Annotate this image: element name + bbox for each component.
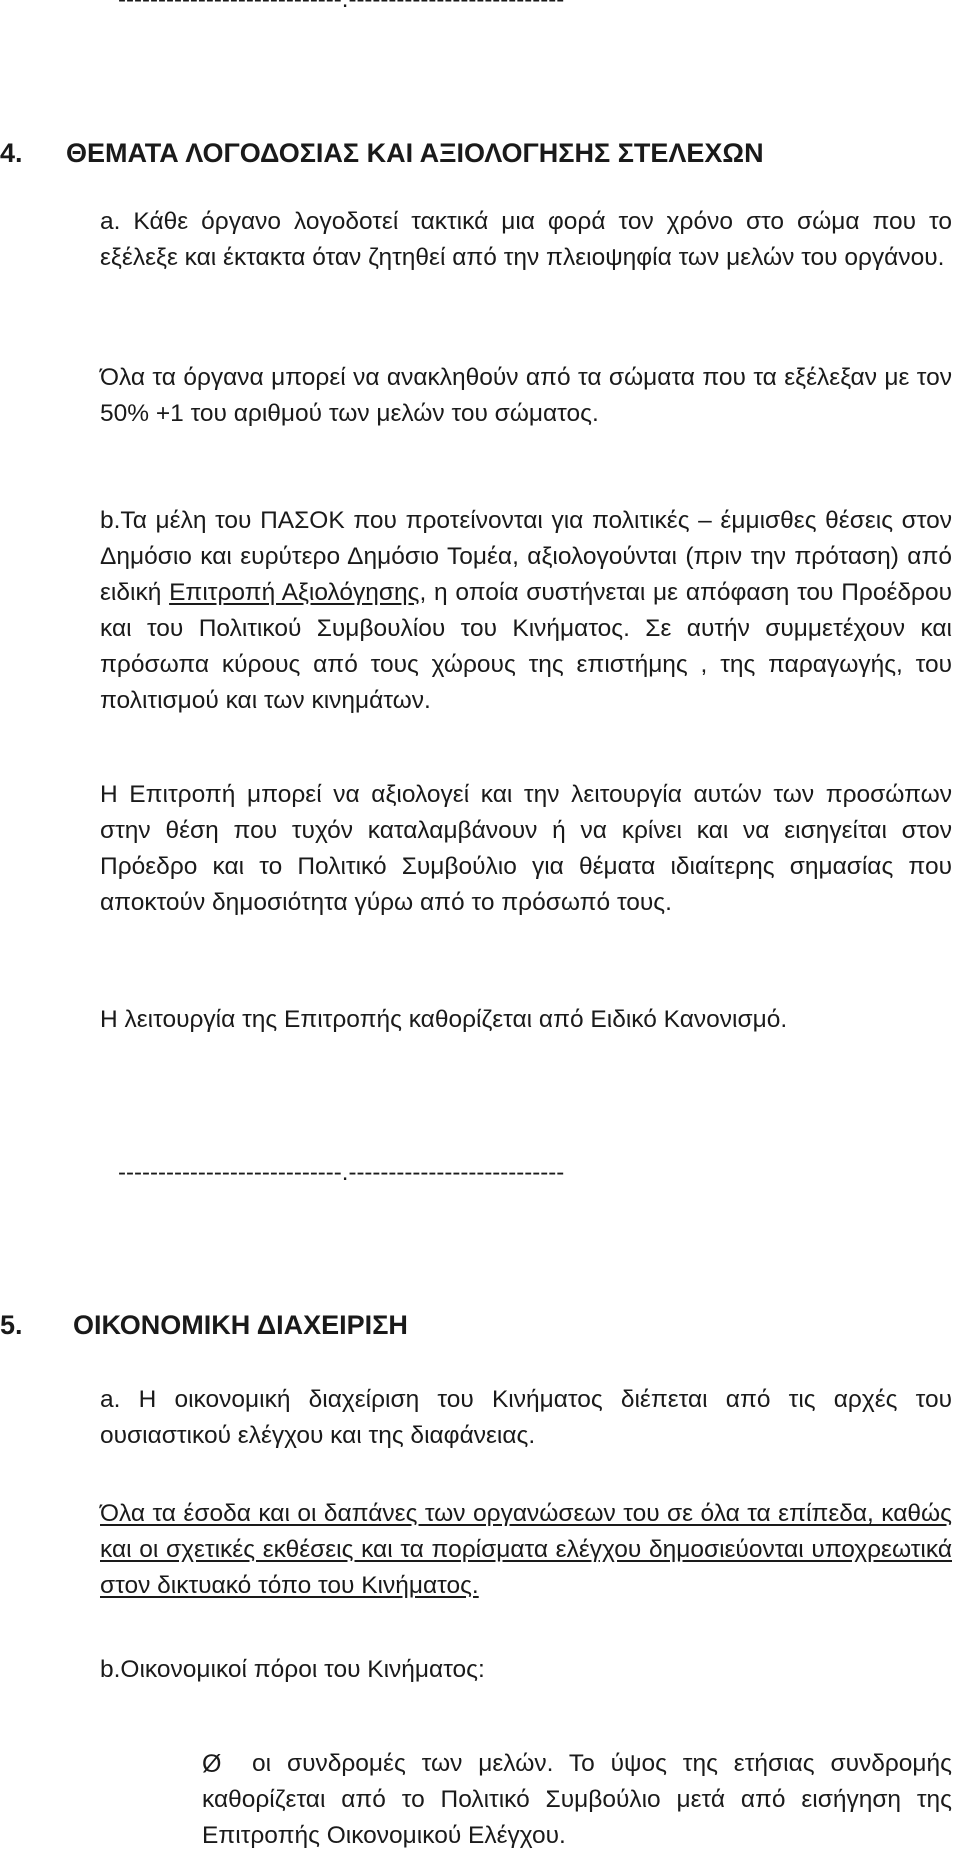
section-4-para-b	[100, 503, 952, 719]
section-4-heading	[0, 138, 764, 169]
section-5-para-b: b.Οικονομικοί πόροι του Κινήματος:	[100, 1656, 485, 1683]
section-4-para-recall: Όλα τα όργανα μπορεί να ανακληθούν από τα σώματα που τα εξέλεξαν με τον 50% +1 του αριθμού των μελών του σώματος.	[100, 364, 952, 427]
section-5-title: ΟΙΚΟΝΟΜΙΚΗ ΔΙΑΧΕΙΡΙΣΗ	[73, 1310, 408, 1340]
section-5-number: 5.	[0, 1310, 23, 1340]
bullet-arrow-icon: Ø	[202, 1750, 222, 1778]
section-4-para-committee: Η Επιτροπή μπορεί να αξιολογεί και την λειτουργία αυτών των προσώπων στην θέση που τυχόν καταλαμβάνουν ή να κρίνει και να εισηγείται στον Πρόεδρο και το Πολιτικό Συμβούλιο για θέματα ιδιαίτερης σημασίας που αποκτούν δημοσιότητα γύρω από το πρόσωπό τους.	[100, 781, 952, 916]
section-4-title: ΘΕΜΑΤΑ ΛΟΓΟΔΟΣΙΑΣ ΚΑΙ ΑΞΙΟΛΟΓΗΣΗΣ ΣΤΕΛΕΧΩΝ	[66, 138, 764, 168]
section-4-para-a: a. Κάθε όργανο λογοδοτεί τακτικά μια φορά τον χρόνο στο σώμα που το εξέλεξε και έκτακτα όταν ζητηθεί από την πλειοψηφία των μελών του οργάνου.	[100, 208, 952, 271]
section-4-number: 4.	[0, 138, 23, 168]
top-divider	[118, 0, 564, 14]
para-b-end: , η οποία συστήνεται με απόφαση του Προέδρου και του Πολιτικού Συμβουλίου του Κινήματος. Σε αυτήν συμμετέχουν και πρόσωπα κύρους από τους χώρους της επιστήμης , της παραγωγής, του πολιτισμού και των κινημάτων.	[100, 579, 952, 714]
middle-divider: ----------------------------.---------------------------	[118, 1159, 565, 1186]
evaluation-committee-link[interactable]: Επιτροπή Αξιολόγησης	[169, 579, 420, 606]
section-4-para-regulation: Η λειτουργία της Επιτροπής καθορίζεται από Ειδικό Κανονισμό.	[100, 1006, 788, 1033]
section-5-para-a: a. Η οικονομική διαχείριση του Κινήματος διέπεται από τις αρχές του ουσιαστικού ελέγχου και της διαφάνειας.	[100, 1386, 952, 1449]
para-b-start: b.Τα μέλη του ΠΑΣΟΚ που προτείνονται για πολιτικές – έμμισθες θέσεις στον Δημόσιο και ευρύτερο Δημόσιο Τομέα, αξιολογούνται (πριν την πρόταση) από ειδική	[100, 507, 952, 606]
section-5-para-transparency: Όλα τα έσοδα και οι δαπάνες των οργανώσεων του σε όλα τα επίπεδα, καθώς και οι σχετικές εκθέσεις και τα πορίσματα ελέγχου δημοσιεύονται υποχρεωτικά στον δικτυακό τόπο του Κινήματος.	[100, 1500, 952, 1599]
section-5-bullet-1: οι συνδρομές των μελών. Το ύψος της ετήσιας συνδρομής καθορίζεται από το Πολιτικό Συμβούλιο μετά από εισήγηση της Επιτροπής Οικονομικού Ελέγχου.	[202, 1750, 952, 1849]
section-5-heading	[0, 1310, 408, 1341]
